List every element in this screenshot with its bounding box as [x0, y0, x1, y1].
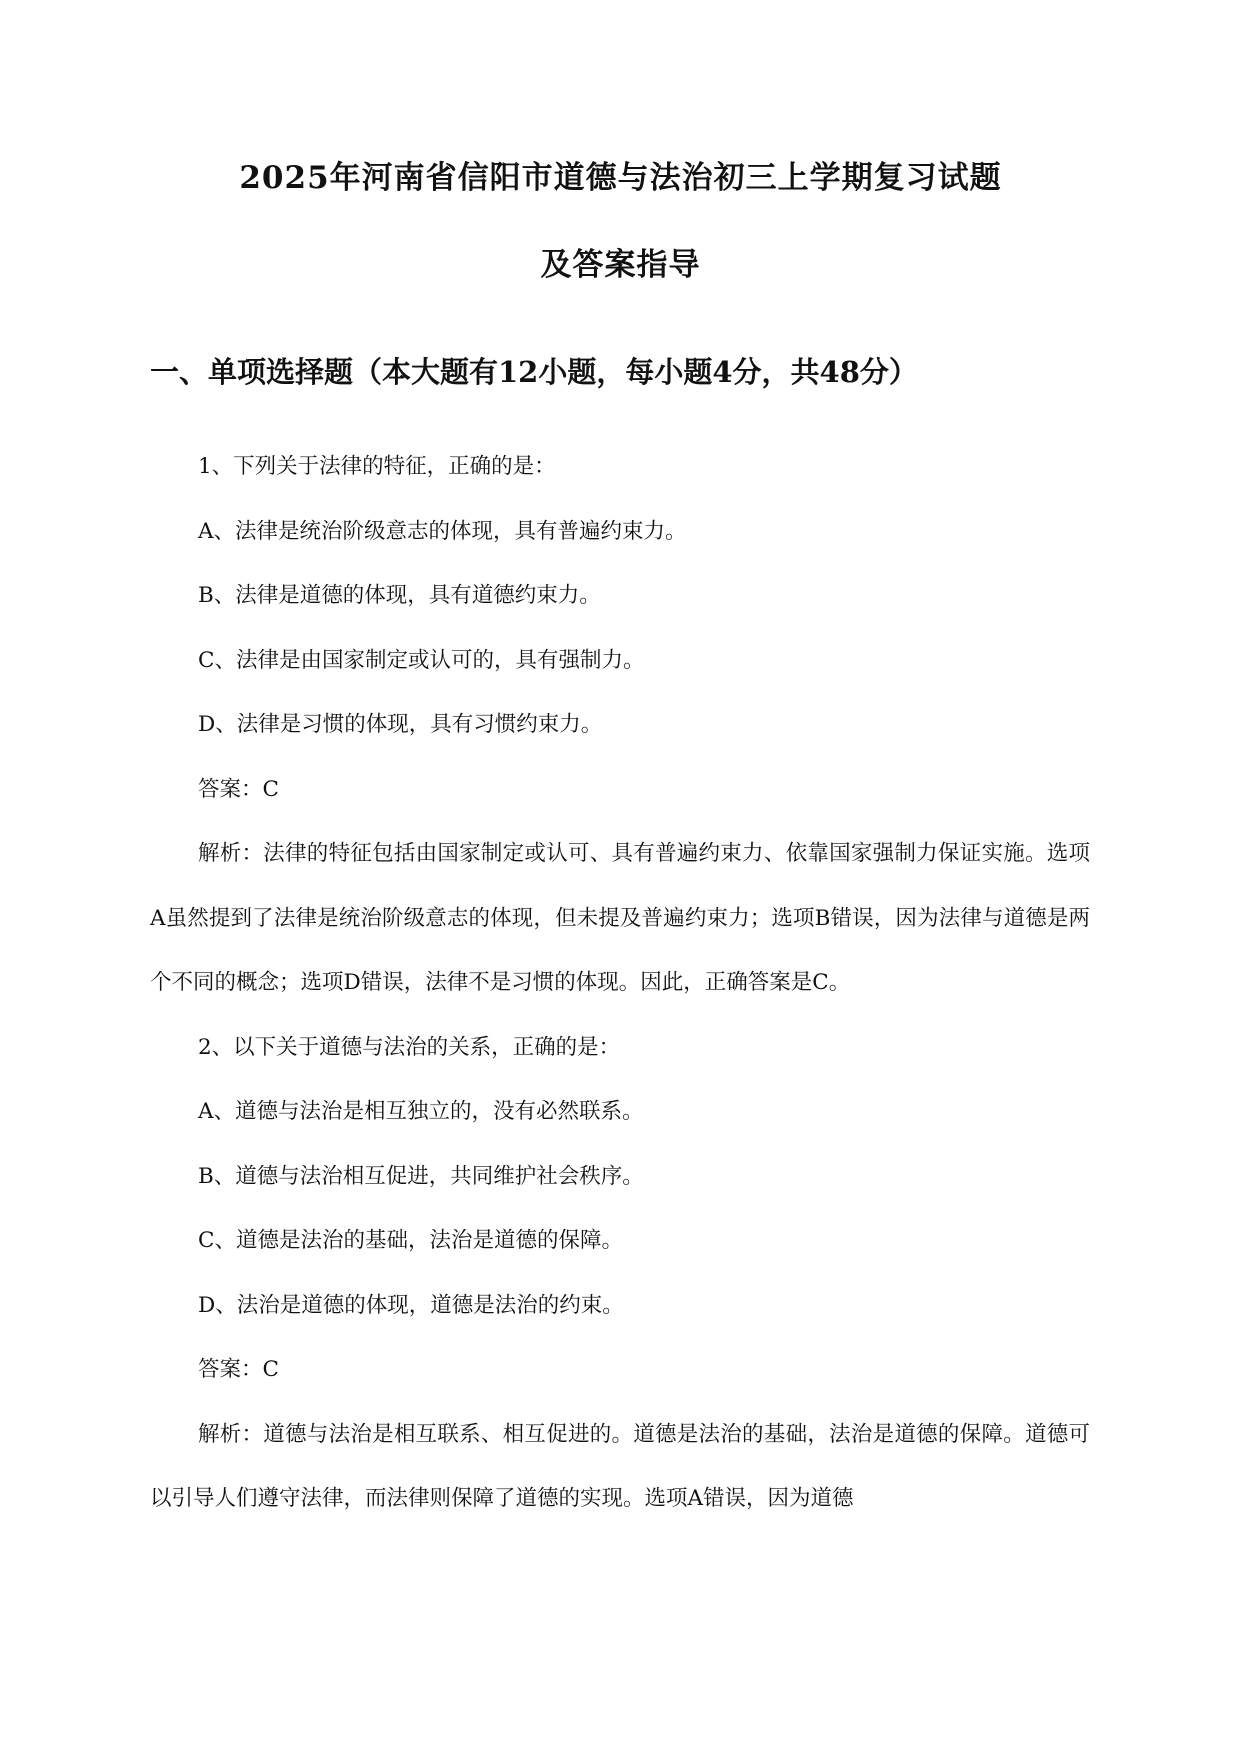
option-d: D、法律是习惯的体现，具有习惯约束力。 — [198, 712, 603, 737]
question-list — [150, 435, 1090, 1532]
question-stem: 2、以下关于道德与法治的关系，正确的是： — [198, 1034, 621, 1060]
option-d: D、法治是道德的体现，道德是法治的约束。 — [198, 1292, 624, 1318]
option-b: B、道德与法治相互促进，共同维护社会秩序。 — [198, 1163, 644, 1189]
option-a: A、法律是统治阶级意志的体现，具有普遍约束力。 — [198, 518, 687, 544]
option-a: A、道德与法治是相互独立的，没有必然联系。 — [198, 1099, 644, 1124]
option-c: C、道德是法治的基础，法治是道德的保障。 — [198, 1228, 623, 1253]
question-stem: 1、下列关于法律的特征，正确的是： — [198, 454, 556, 479]
analysis: 解析：法律的特征包括由国家制定或认可、具有普遍约束力、依靠国家强制力保证实施。选项A虽然提到了法律是统治阶级意志的体现，但未提及普遍约束力；选项B错误，因为法律与道德是两个不同的概念；选项D错误，法律不是习惯的体现。因此，正确答案是C。 — [150, 841, 1090, 995]
question-1 — [150, 435, 1090, 1016]
analysis: 解析：道德与法治是相互联系、相互促进的。道德是法治的基础，法治是道德的保障。道德可以引导人们遵守法律，而法律则保障了道德的实现。选项A错误，因为道德 — [150, 1421, 1090, 1511]
document-title-line1: 2025年河南省信阳市道德与法治初三上学期复习试题 — [239, 160, 1002, 196]
answer: 答案：C — [198, 1357, 279, 1382]
option-c: C、法律是由国家制定或认可的，具有强制力。 — [198, 647, 645, 673]
question-2 — [150, 1016, 1090, 1532]
answer: 答案：C — [198, 776, 279, 802]
option-b: B、法律是道德的体现，具有道德约束力。 — [198, 583, 601, 608]
section-heading: 一、单项选择题（本大题有12小题，每小题4分，共48分） — [150, 355, 918, 389]
document-title-line2: 及答案指导 — [540, 247, 701, 283]
